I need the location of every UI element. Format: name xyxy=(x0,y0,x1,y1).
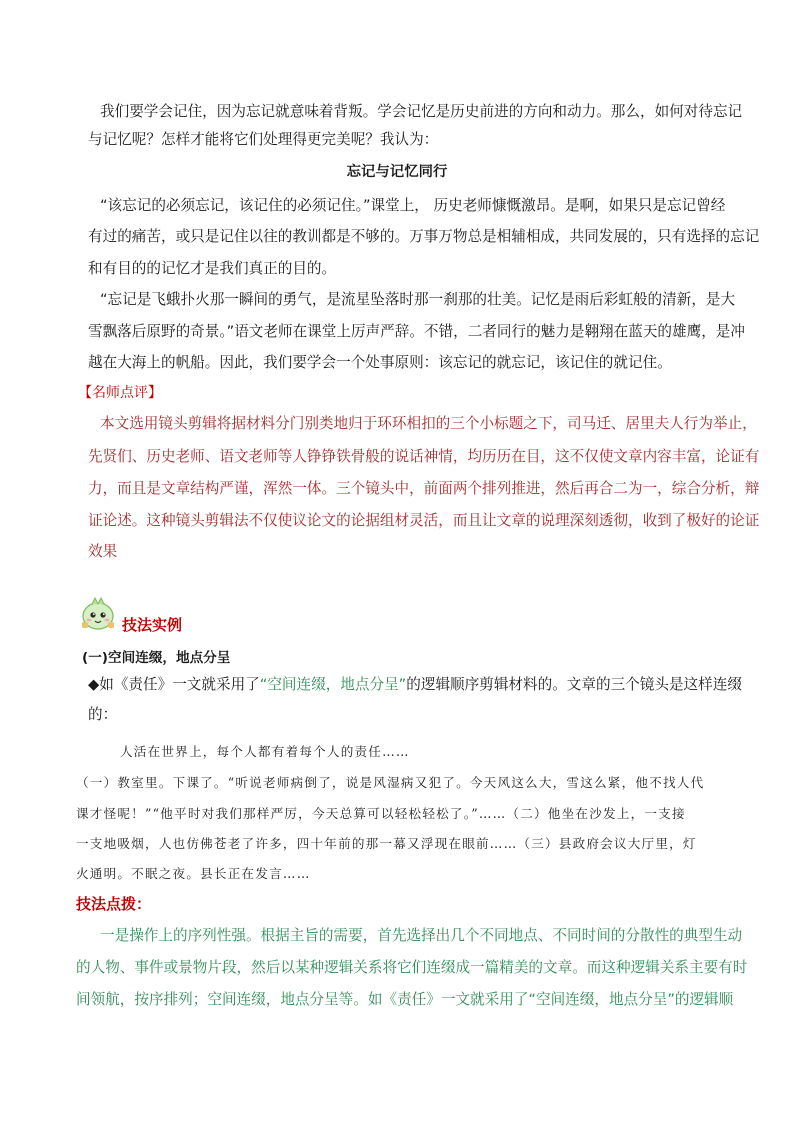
example-line-1 xyxy=(88,675,742,695)
example-highlight: “空间连缀，地点分呈” xyxy=(259,676,407,693)
para1-line-2: 有过的痛苦，或只是记住以往的教训都是不够的。万事万物总是相辅相成，共同发展的，只有选择的忘记 xyxy=(88,228,760,245)
handwritten-line-1: 人活在世界上，每个人都有着每个人的责任…… xyxy=(120,744,410,759)
example-text-a: 如《责任》一文就采用了 xyxy=(99,676,260,693)
comment-line-4: 证论述。这种镜头剪辑法不仅使议论文的论据组材灵活，而且让文章的说理深刻透彻，收到了极好的论证 xyxy=(88,512,760,529)
para2-line-1: “忘记是飞蛾扑火那一瞬间的勇气，是流星坠落时那一刹那的壮美。记忆是雨后彩虹般的清新，是大 xyxy=(100,291,736,308)
example-line-2: 的： xyxy=(88,706,118,723)
para2-line-3: 越在大海上的帆船。因此，我们要学会一个处事原则：该忘记的就忘记，该记住的就记住。 xyxy=(88,354,672,371)
comment-line-2: 先贤们、历史老师、语文老师等人铮铮铁骨般的说话神情，均历历在目，这不仅使文章内容丰富，论证有 xyxy=(88,448,760,465)
tips-line-3: 间领航，按序排列；空间连缀，地点分呈等。如《责任》一文就采用了“空间连缀，地点分呈”的逻辑顺 xyxy=(76,991,734,1008)
tips-line-2: 的人物、事件或景物片段，然后以某种逻辑关系将它们连缀成一篇精美的文章。而这种逻辑关系主要有时 xyxy=(76,959,748,976)
comment-line-1: 本文选用镜头剪辑将据材料分门别类地归于环环相扣的三个小标题之下，司马迁、居里夫人行为举止， xyxy=(100,415,757,432)
mascot-icon xyxy=(78,596,118,632)
diamond-bullet-icon: ◆ xyxy=(88,676,100,693)
example-text-c: 的逻辑顺序剪辑材料的。文章的三个镜头是这样连缀 xyxy=(406,676,742,693)
comment-line-5: 效果 xyxy=(88,543,118,560)
tips-heading: 技法点拨： xyxy=(76,895,152,913)
essay-subtitle: 忘记与记忆同行 xyxy=(346,164,448,180)
para1-line-1: “该忘记的必须忘记，该记住的必须记住。”课堂上， 历史老师慷慨激昂。是啊，如果只是忘记曾经 xyxy=(100,197,726,214)
handwritten-line-4: 一支地吸烟，人也仿佛苍老了许多，四十年前的那一幕又浮现在眼前……（三）县政府会议大厅里，灯 xyxy=(76,836,697,851)
handwritten-line-2: （一）教室里。下课了。“听说老师病倒了，说是风湿病又犯了。今天风这么大，雪这么紧，他不找人代 xyxy=(76,775,705,790)
intro-line-2: 与记忆呢？怎样才能将它们处理得更完美呢？我认为： xyxy=(88,131,439,148)
section-title: 技法实例 xyxy=(122,616,183,634)
intro-line-1: 我们要学会记住，因为忘记就意味着背叛。学会记忆是历史前进的方向和动力。那么，如何对待忘记 xyxy=(100,103,743,120)
comment-line-3: 力，而且是文章结构严谨，浑然一体。三个镜头中，前面两个排列推进，然后再合二为一，综合分析，辩 xyxy=(88,480,760,497)
para1-line-3: 和有目的的记忆才是我们真正的目的。 xyxy=(88,260,337,277)
handwritten-line-3: 课才怪呢！”“他平时对我们那样严厉，今天总算可以轻松轻松了。”……（二）他坐在沙发上，一支接 xyxy=(76,806,686,821)
section-subheading: (一)空间连缀，地点分呈 xyxy=(82,650,231,666)
para2-line-2: 雪飘落后原野的奇景。”语文老师在课堂上厉声严辞。不错，二者同行的魅力是翱翔在蓝天的雄鹰，是冲 xyxy=(88,323,745,340)
tips-line-1: 一是操作上的序列性强。根据主旨的需要，首先选择出几个不同地点、不同时间的分散性的典型生动 xyxy=(100,927,743,944)
handwritten-line-5: 火通明。不眠之夜。县长正在发言…… xyxy=(76,866,311,881)
comment-heading: 【名师点评】 xyxy=(78,385,162,401)
